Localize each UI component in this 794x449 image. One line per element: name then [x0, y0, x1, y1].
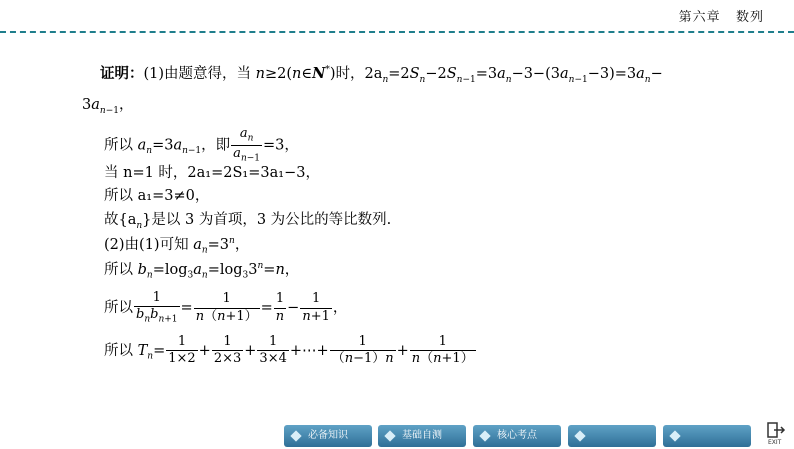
proof-line-1: 证明：(1)由题意得，当 n≥2(n∈N*)时，$2a_n=2S_n-2S_{n-1}=3a_n-3-(3a_{n-1}-3)=3a_n-$	[100, 65, 663, 85]
line2-lead: 所以	[104, 137, 133, 154]
proof-heading: 证明：	[100, 66, 144, 82]
nav-diamond-icon	[384, 430, 395, 441]
proof-line-7: 所以 $b_n=\log_3a_n=\log_33^n=n$，	[104, 261, 300, 281]
ratio-fraction: $\frac{a_n}{a_{n-1}}$	[233, 126, 261, 164]
nav-item-4[interactable]	[568, 425, 656, 447]
line5-a: 故{a	[104, 212, 137, 228]
line9-lead: 所以	[104, 342, 133, 359]
proof-line-2: 所以 $a_n=3a_{n-1}$，即 $\frac{a_n}{a_{n-1}}$ =3，	[104, 126, 299, 164]
line8-lead: 所以	[104, 300, 133, 317]
header-bar	[0, 0, 794, 30]
nav-label: 核心考点	[497, 430, 537, 441]
section-label: 数列	[735, 10, 764, 25]
proof-line-9: 所以 $T_n=$ $\frac{1}{1\times 2}$ + $\frac{1}{2\times 3}$ + $\frac{1}{3\times 4}$ +⋯+ $\frac{1}{(n-1)n}$ + $\frac{1}{n(n+1)}$	[104, 334, 474, 367]
proof-line-4: 所以 a₁=3≠0，	[104, 188, 210, 204]
nav-diamond-icon	[669, 430, 680, 441]
nav-diamond-icon	[479, 430, 490, 441]
nav-basic-self-test[interactable]	[378, 425, 466, 447]
line5-b: }是以 3 为首项，3 为公比的等比数列.	[142, 212, 392, 228]
nav-label: 基础自测	[402, 430, 442, 441]
nav-diamond-icon	[574, 430, 585, 441]
nav-required-knowledge[interactable]	[284, 425, 372, 447]
nav-diamond-icon	[290, 430, 301, 441]
exit-label: EXIT	[768, 439, 782, 445]
line2-mid: ，即	[201, 137, 231, 154]
proof-line-6: (2)由(1)可知 $a_n=3^n$，	[104, 236, 250, 256]
exit-button[interactable]	[766, 421, 788, 445]
proof-line-8: 所以 $\frac{1}{b_nb_{n+1}}$ = $\frac{1}{n(n+1)}$ = $\frac{1}{n}$ − $\frac{1}{n+1}$ ，	[104, 290, 348, 325]
line1-expr: 时，2a	[335, 66, 383, 82]
proof-line-3: 当 n=1 时，2a₁=2S₁=3a₁−3，	[104, 165, 320, 181]
chapter-title	[679, 6, 764, 25]
nav-label: 必备知识	[308, 430, 348, 441]
nav-core-topics[interactable]	[473, 425, 561, 447]
chapter-label: 第六章	[678, 10, 721, 25]
exit-icon	[766, 421, 788, 445]
line6-lead: (2)由(1)可知	[104, 236, 189, 253]
nav-item-5[interactable]	[663, 425, 751, 447]
proof-line-1b: $3a_{n-1}$，	[82, 97, 134, 116]
header-divider	[0, 31, 794, 33]
part1-intro: (1)由题意得，当	[143, 66, 252, 82]
line2-end: =3，	[263, 137, 299, 154]
line7-lead: 所以	[104, 261, 133, 278]
proof-line-5: 故$\{a_n\}$是以 3 为首项，3 为公比的等比数列.	[104, 212, 392, 231]
